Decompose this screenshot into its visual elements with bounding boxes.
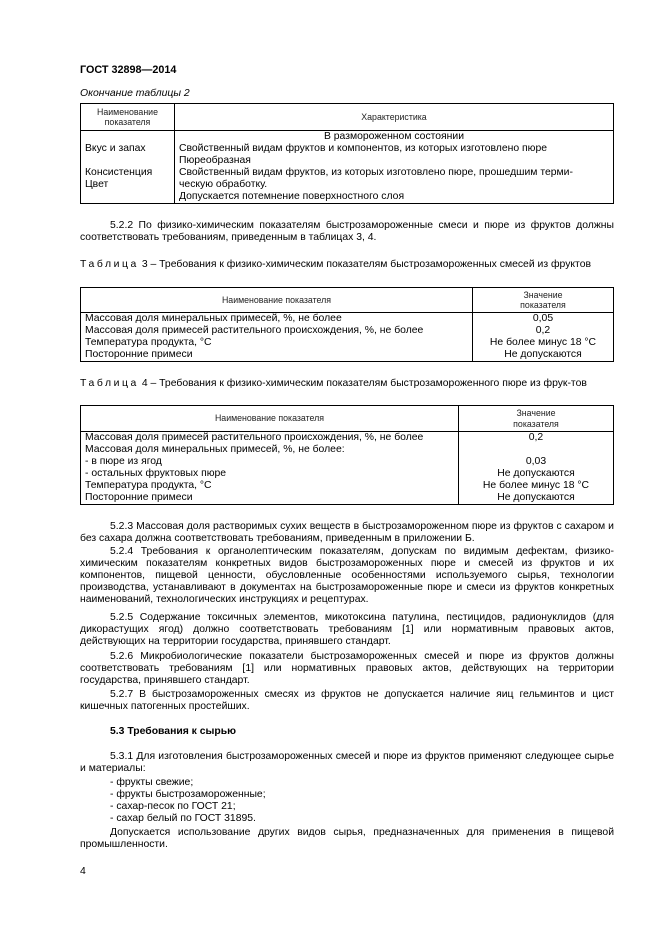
table4-row-value: 0,2: [459, 432, 614, 445]
paragraph-5-3-1: 5.3.1 Для изготовления быстрозамороженных смесей и пюре из фруктов применяют следующее сырье и материалы:: [80, 751, 614, 775]
table3-row-name: Массовая доля примесей растительного происхождения, %, не более: [81, 325, 473, 337]
table4-row-name: - остальных фруктовых пюре: [81, 468, 459, 480]
table3-row-name: Посторонние примеси: [81, 349, 473, 362]
table3-row-value: 0,2: [473, 325, 614, 337]
table4: [80, 405, 614, 505]
table4-row-name: Температура продукта, °С: [81, 480, 459, 492]
table4-caption: [80, 378, 614, 390]
table4-row-name: - в пюре из ягод: [81, 456, 459, 468]
table2-row-consistency-text: Пюреобразная: [175, 155, 614, 167]
table3-caption-word: Таблица: [80, 259, 139, 270]
table4-caption-word: Таблица: [80, 378, 139, 389]
table4-row-name: Посторонние примеси: [81, 492, 459, 505]
table2: [80, 103, 614, 204]
table2-row-taste-text: Свойственный видам фруктов и компонентов, из которых изготовлено пюре: [175, 143, 614, 155]
table3-header-value-line2: показателя: [520, 300, 566, 310]
table4-row-value: [459, 444, 614, 456]
table3-header-value-line1: Значение: [523, 289, 563, 300]
document-header: ГОСТ 32898—2014: [80, 64, 177, 76]
table2-row-color-name: Цвет: [81, 179, 175, 191]
list-item: - сахар белый по ГОСТ 31895.: [110, 813, 256, 825]
table4-header-value: [459, 406, 614, 432]
table3-header-value: [473, 288, 614, 313]
paragraph-other-materials: Допускается использование других видов сырья, предназначенных для применения в пищевой промышленности.: [80, 827, 614, 851]
table2-row-color-text-3: Допускается потемнение поверхностного слоя: [175, 191, 614, 204]
table4-row-name: Массовая доля минеральных примесей, %, не более:: [81, 444, 459, 456]
table4-row-value: 0,03: [459, 456, 614, 468]
list-item: - сахар-песок по ГОСТ 21;: [110, 801, 236, 813]
table2-header-name: Наименование показателя: [81, 104, 175, 131]
table3-row-value: Не допускаются: [473, 349, 614, 362]
table2-caption: Окончание таблицы 2: [80, 88, 190, 99]
table4-header-value-line1: Значение: [516, 408, 556, 418]
table2-row-consistency-name: Консистенция: [81, 167, 175, 179]
table2-header-characteristic: Характеристика: [175, 104, 614, 131]
table3-row-value: Не более минус 18 °С: [473, 337, 614, 349]
table3-row-value: 0,05: [473, 313, 614, 326]
list-item: - фрукты свежие;: [110, 777, 194, 788]
paragraph-5-2-6: 5.2.6 Микробиологические показатели быстрозамороженных смесей и пюре из фруктов должны соответствовать требованиям [1] или нормативных правовых актов, действующих на территории государства, принявшего стандарт.: [80, 651, 614, 687]
table4-row-value: Не допускаются: [459, 492, 614, 505]
table3-caption: [80, 259, 614, 271]
page-number: 4: [80, 866, 86, 877]
table2-row-color-text-2: ческую обработку.: [175, 179, 614, 191]
section-5-3-title: 5.3 Требования к сырью: [110, 726, 237, 737]
table3-row-name: Температура продукта, °С: [81, 337, 473, 349]
paragraph-5-2-5: 5.2.5 Содержание токсичных элементов, микотоксина патулина, пестицидов, радионуклидов (для дикорастущих ягод) должно соответствовать требованиям [1] или нормативным правовых актов, действующих на территории государства, принявшего стандарт.: [80, 612, 614, 648]
materials-list: [110, 777, 266, 825]
table4-header-value-line2: показателя: [513, 418, 559, 429]
table3-header-name: Наименование показателя: [81, 288, 473, 313]
table3: [80, 287, 614, 362]
table2-row-color-text-1: Свойственный видам фруктов, из которых изготовлено пюре, прошедшим терми-: [175, 167, 614, 179]
paragraph-5-2-7: 5.2.7 В быстрозамороженных смесях из фруктов не допускается наличие яиц гельминтов и цист кишечных патогенных простейших.: [80, 689, 614, 713]
table2-row-taste-name: Вкус и запах: [81, 143, 175, 155]
paragraph-5-2-4: 5.2.4 Требования к органолептическим показателям, допускам по видимым дефектам, физико-химическим показателям конкретных видов быстрозамороженных пюре и смесей из фруктов и их компонентов, пищевой ценности, обусловленные особенностями используемого сырья, технологии производства, устанавливают в документах на быстрозамороженные пюре и смеси из фруктов конкретных наименований, технологических инструкциях и рецептурах.: [80, 546, 614, 606]
paragraph-5-2-3: 5.2.3 Массовая доля растворимых сухих веществ в быстрозамороженном пюре из фруктов с сахаром и без сахара должна соответствовать требованиям, приведенным в приложении Б.: [80, 521, 614, 545]
table3-row-name: Массовая доля минеральных примесей, %, не более: [81, 313, 473, 326]
table4-caption-text: 4 – Требования к физико-химическим показателям быстрозамороженного пюре из фрук-тов: [138, 378, 587, 389]
table3-caption-text: 3 – Требования к физико-химическим показателям быстрозамороженных смесей из фруктов: [138, 259, 591, 270]
table4-row-name: Массовая доля примесей растительного происхождения, %, не более: [81, 432, 459, 445]
table4-header-name: Наименование показателя: [81, 406, 459, 432]
table4-row-value: Не допускаются: [459, 468, 614, 480]
list-item: - фрукты быстрозамороженные;: [110, 789, 266, 801]
table2-section-label: В размороженном состоянии: [175, 131, 614, 144]
paragraph-5-2-2: 5.2.2 По физико-химическим показателям быстрозамороженные смеси и пюре из фруктов должны соответствовать требованиям, приведенным в таблицах 3, 4.: [80, 220, 614, 244]
table4-row-value: Не более минус 18 °С: [459, 480, 614, 492]
